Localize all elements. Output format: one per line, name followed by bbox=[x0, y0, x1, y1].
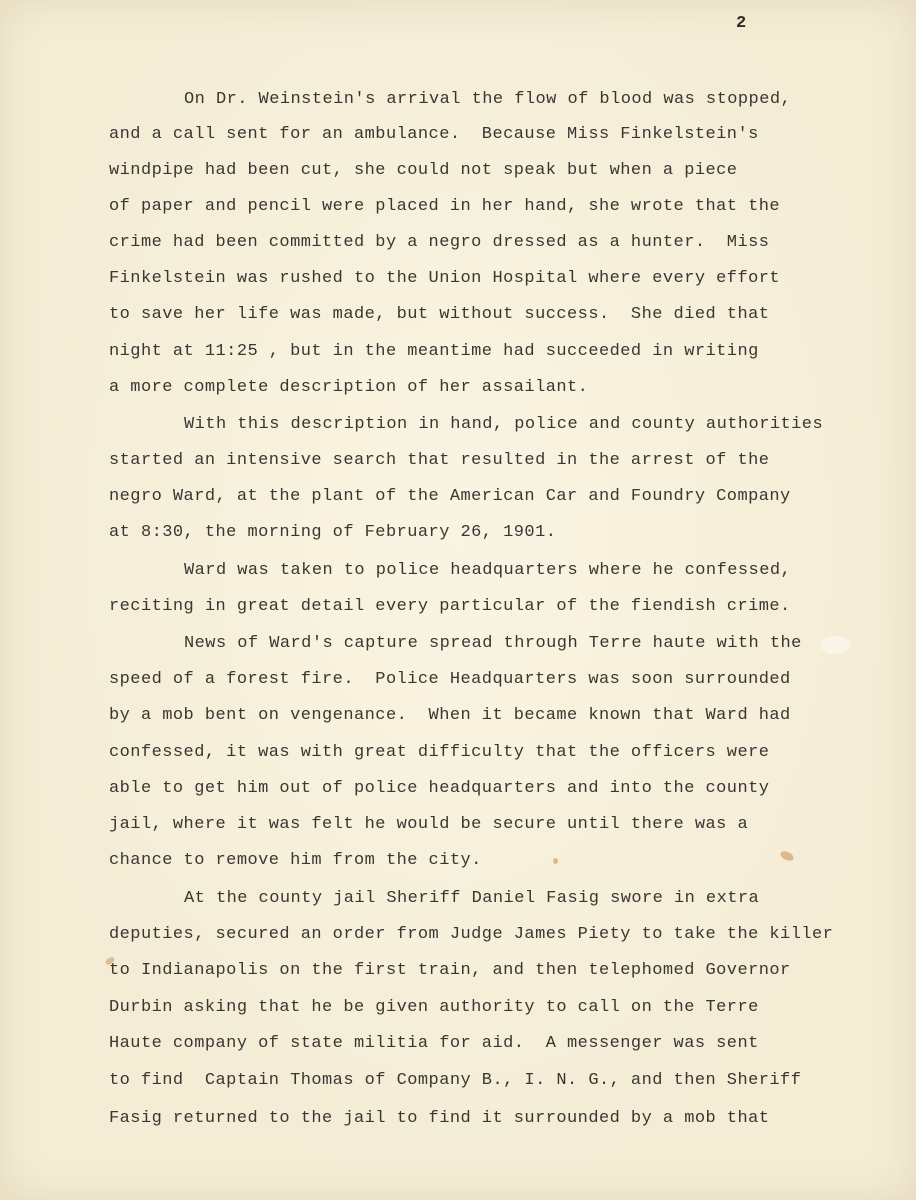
text-line: Durbin asking that he be given authority to call on the Terre bbox=[109, 998, 759, 1017]
text-line: of paper and pencil were placed in her hand, she wrote that the bbox=[109, 197, 781, 216]
page-number: 2 bbox=[736, 14, 747, 33]
text-line: Fasig returned to the jail to find it surrounded by a mob that bbox=[109, 1109, 770, 1128]
text-line: negro Ward, at the plant of the American Car and Foundry Company bbox=[109, 487, 791, 506]
text-line: and a call sent for an ambulance. Because Miss Finkelstein's bbox=[109, 125, 759, 144]
text-line: windpipe had been cut, she could not speak but when a piece bbox=[109, 161, 738, 180]
text-line: News of Ward's capture spread through Terre haute with the bbox=[184, 634, 802, 653]
text-line: to save her life was made, but without success. She died that bbox=[109, 305, 770, 324]
text-line: chance to remove him from the city. bbox=[109, 851, 482, 870]
text-line: Ward was taken to police headquarters where he confessed, bbox=[184, 561, 792, 580]
text-line: jail, where it was felt he would be secure until there was a bbox=[109, 815, 749, 834]
text-line: reciting in great detail every particular of the fiendish crime. bbox=[109, 597, 791, 616]
text-line: Finkelstein was rushed to the Union Hospital where every effort bbox=[109, 269, 781, 288]
text-line: at 8:30, the morning of February 26, 1901. bbox=[109, 523, 557, 542]
paper-stain bbox=[820, 636, 850, 654]
text-line: a more complete description of her assailant. bbox=[109, 378, 589, 397]
text-line: At the county jail Sheriff Daniel Fasig swore in extra bbox=[184, 889, 760, 908]
text-line: started an intensive search that resulted in the arrest of the bbox=[109, 451, 770, 470]
text-line: to Indianapolis on the first train, and then telephomed Governor bbox=[109, 961, 791, 980]
text-line: to find Captain Thomas of Company B., I. N. G., and then Sheriff bbox=[109, 1071, 802, 1090]
text-line: speed of a forest fire. Police Headquarters was soon surrounded bbox=[109, 670, 791, 689]
text-line: deputies, secured an order from Judge James Piety to take the killer bbox=[109, 925, 834, 944]
text-line: crime had been committed by a negro dressed as a hunter. Miss bbox=[109, 233, 770, 252]
text-line: night at 11:25 , but in the meantime had succeeded in writing bbox=[109, 342, 759, 361]
text-line: On Dr. Weinstein's arrival the flow of blood was stopped, bbox=[184, 90, 792, 109]
text-line: by a mob bent on vengenance. When it became known that Ward had bbox=[109, 706, 791, 725]
text-line: Haute company of state militia for aid. A messenger was sent bbox=[109, 1034, 759, 1053]
text-line: able to get him out of police headquarters and into the county bbox=[109, 779, 770, 798]
paper-stain bbox=[553, 858, 558, 864]
text-line: confessed, it was with great difficulty that the officers were bbox=[109, 743, 770, 762]
paper-stain bbox=[779, 849, 795, 862]
text-line: With this description in hand, police and county authorities bbox=[184, 415, 824, 434]
